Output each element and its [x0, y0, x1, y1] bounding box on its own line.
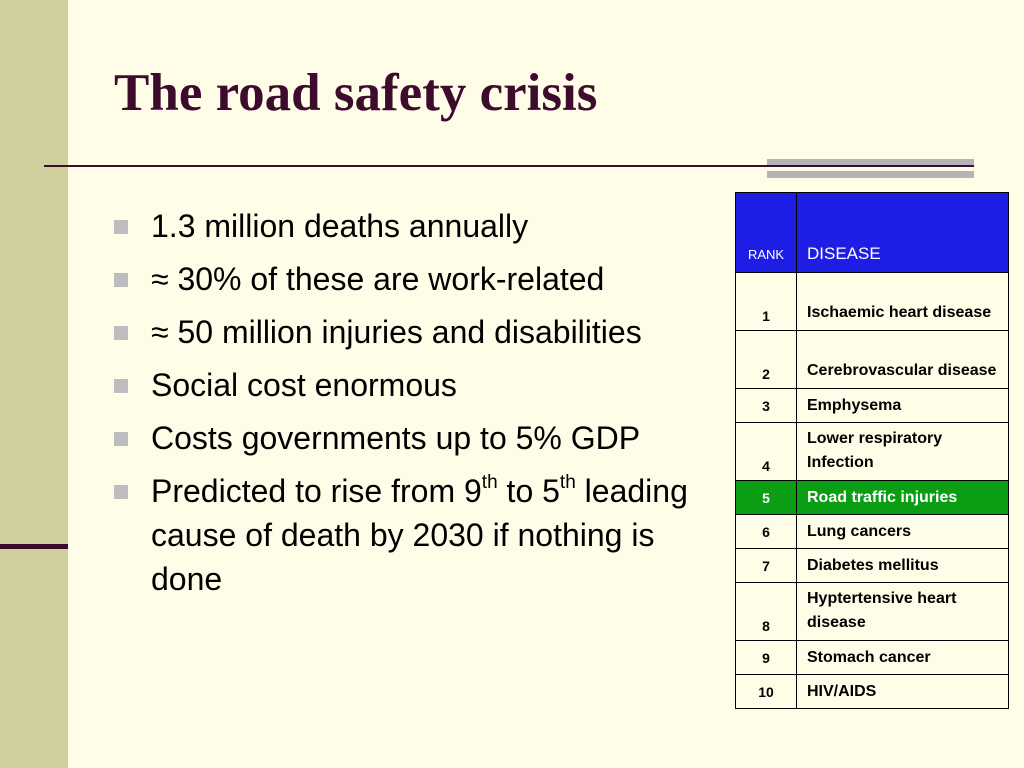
bullet-text: ≈ 30% of these are work-related: [151, 261, 605, 297]
square-bullet-icon: [114, 432, 128, 446]
bullet-item: [114, 204, 726, 248]
square-bullet-icon: [114, 379, 128, 393]
bullet-item: [114, 416, 726, 460]
left-decorative-band: [0, 0, 68, 768]
bullet-item: [114, 363, 726, 407]
bullet-list: [114, 204, 726, 610]
rank-cell: 6: [736, 515, 797, 549]
bullet-text: ≈ 50 million injuries and disabilities: [151, 314, 642, 350]
bullet-text: Costs governments up to 5% GDP: [151, 420, 641, 456]
table-row: [736, 583, 1009, 641]
rank-cell: 9: [736, 641, 797, 675]
table-row: [736, 273, 1009, 331]
disease-cell: Lower respiratory Infection: [797, 423, 1009, 481]
disease-cell: Hyptertensive heart disease: [797, 583, 1009, 641]
table-header-row: [736, 193, 1009, 273]
table-row-highlighted: [736, 481, 1009, 515]
square-bullet-icon: [114, 326, 128, 340]
rank-cell: 2: [736, 331, 797, 389]
disease-cell: Stomach cancer: [797, 641, 1009, 675]
bullet-text: 1.3 million deaths annually: [151, 208, 529, 244]
table-row: [736, 641, 1009, 675]
table-row: [736, 423, 1009, 481]
left-band-underline: [0, 544, 68, 549]
rank-cell: 7: [736, 549, 797, 583]
rank-cell: 8: [736, 583, 797, 641]
rank-cell: 1: [736, 273, 797, 331]
table-row: [736, 389, 1009, 423]
rank-cell: 3: [736, 389, 797, 423]
table-row: [736, 675, 1009, 709]
disease-cell: HIV/AIDS: [797, 675, 1009, 709]
bullet-item: [114, 310, 726, 354]
bullet-text: Social cost enormous: [151, 367, 457, 403]
table-row: [736, 331, 1009, 389]
square-bullet-icon: [114, 220, 128, 234]
rank-cell: 5: [736, 481, 797, 515]
superscript: th: [481, 472, 498, 493]
column-header-rank: RANK: [736, 193, 797, 273]
disease-cell: Cerebrovascular disease: [797, 331, 1009, 389]
bullet-text-part: to 5: [497, 473, 560, 509]
bullet-item: [114, 469, 726, 601]
rank-cell: 4: [736, 423, 797, 481]
disease-cell: Diabetes mellitus: [797, 549, 1009, 583]
title-divider-accent-lower: [767, 171, 974, 178]
disease-cell: Road traffic injuries: [797, 481, 1009, 515]
disease-cell: Ischaemic heart disease: [797, 273, 1009, 331]
disease-rank-table: [735, 192, 1009, 709]
disease-cell: Emphysema: [797, 389, 1009, 423]
table-row: [736, 515, 1009, 549]
rank-cell: 10: [736, 675, 797, 709]
title-divider: [44, 165, 974, 167]
disease-cell: Lung cancers: [797, 515, 1009, 549]
title-divider-accent: [767, 159, 974, 165]
square-bullet-icon: [114, 273, 128, 287]
slide-title: The road safety crisis: [114, 64, 598, 122]
superscript: th: [559, 472, 576, 493]
bullet-text-part: leading cause of death by 2030 if nothing is done: [151, 473, 688, 597]
table-row: [736, 549, 1009, 583]
bullet-text-part: Predicted to rise from 9: [151, 473, 482, 509]
square-bullet-icon: [114, 485, 128, 499]
bullet-item: [114, 257, 726, 301]
column-header-disease: DISEASE: [797, 193, 1009, 273]
